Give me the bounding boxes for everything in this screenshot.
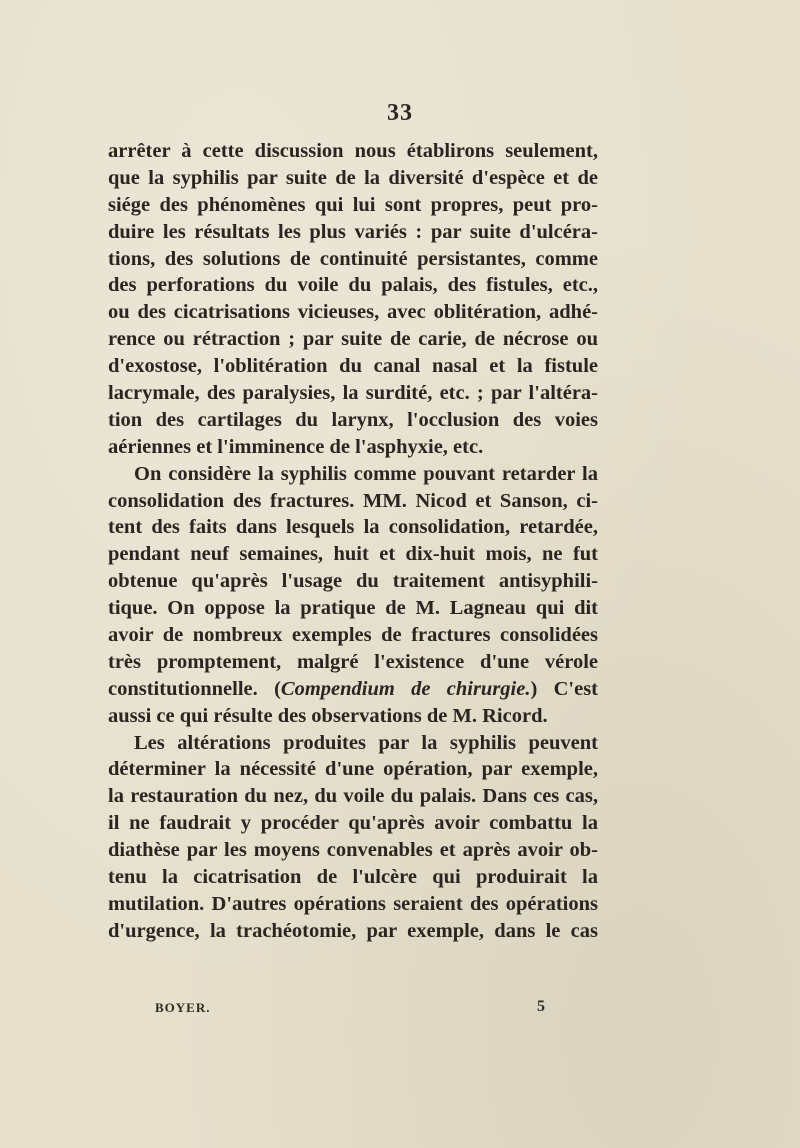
text-line: tion des cartilages du larynx, l'occlusion des voies [108,408,598,431]
text-line: ou des cicatrisations vicieuses, avec oblitération, adhé- [108,301,598,324]
text-line: d'exostose, l'oblitération du canal nasal et la fistule [108,355,598,378]
signature-number: 5 [537,998,545,1015]
text-line: il ne faudrait y procéder qu'après avoir combattu la [108,812,598,835]
text-line: tique. On oppose la pratique de M. Lagneau qui dit [108,597,598,620]
text-line: aériennes et l'imminence de l'asphyxie, etc. [108,435,484,458]
body-text [108,138,598,945]
text-line: tions, des solutions de continuité persistantes, comme [108,247,598,270]
cited-work-title: Compendium de chirurgie. [280,677,531,700]
text-line: déterminer la nécessité d'une opération, par exemple, [108,758,598,781]
page-footer [155,1000,545,1020]
text-line: pendant neuf semaines, huit et dix-huit mois, ne fut [108,543,598,566]
text-line: consolidation des fractures. MM. Nicod et Sanson, ci- [108,489,598,512]
text-line: constitutionnelle. (Compendium de chirurgie.) C'est [108,677,598,700]
text-line: tenu la cicatrisation de l'ulcère qui produirait la [108,866,598,889]
text-line: duire les résultats les plus variés : par suite d'ulcéra- [108,220,598,243]
text-line: On considère la syphilis comme pouvant retarder la [134,462,598,485]
text-line: très promptement, malgré l'existence d'une vérole [108,650,598,673]
text-line: d'urgence, la trachéotomie, par exemple, dans le cas [108,919,598,942]
page-number: 33 [387,100,413,126]
text-line: Les altérations produites par la syphilis peuvent [134,731,598,754]
text-line: rence ou rétraction ; par suite de carie, de nécrose ou [108,328,598,351]
text-line: mutilation. D'autres opérations seraient des opérations [108,892,598,915]
text-line: avoir de nombreux exemples de fractures consolidées [108,624,598,647]
text-line: la restauration du nez, du voile du palais. Dans ces cas, [108,785,598,808]
printer-signature: BOYER. [155,1000,211,1015]
text-line: obtenue qu'après l'usage du traitement antisyphili- [108,570,598,593]
text-line: aussi ce qui résulte des observations de M. Ricord. [108,704,548,727]
text-line: arrêter à cette discussion nous établirons seulement, [108,140,598,162]
text-line: tent des faits dans lesquels la consolidation, retardée, [108,516,598,539]
text-line: diathèse par les moyens convenables et après avoir ob- [108,839,598,862]
text-line: siége des phénomènes qui lui sont propres, peut pro- [108,193,598,216]
text-line: des perforations du voile du palais, des fistules, etc., [108,274,598,297]
text-line: lacrymale, des paralysies, la surdité, etc. ; par l'altéra- [108,382,598,405]
text-line: que la syphilis par suite de la diversité d'espèce et de [108,166,598,189]
